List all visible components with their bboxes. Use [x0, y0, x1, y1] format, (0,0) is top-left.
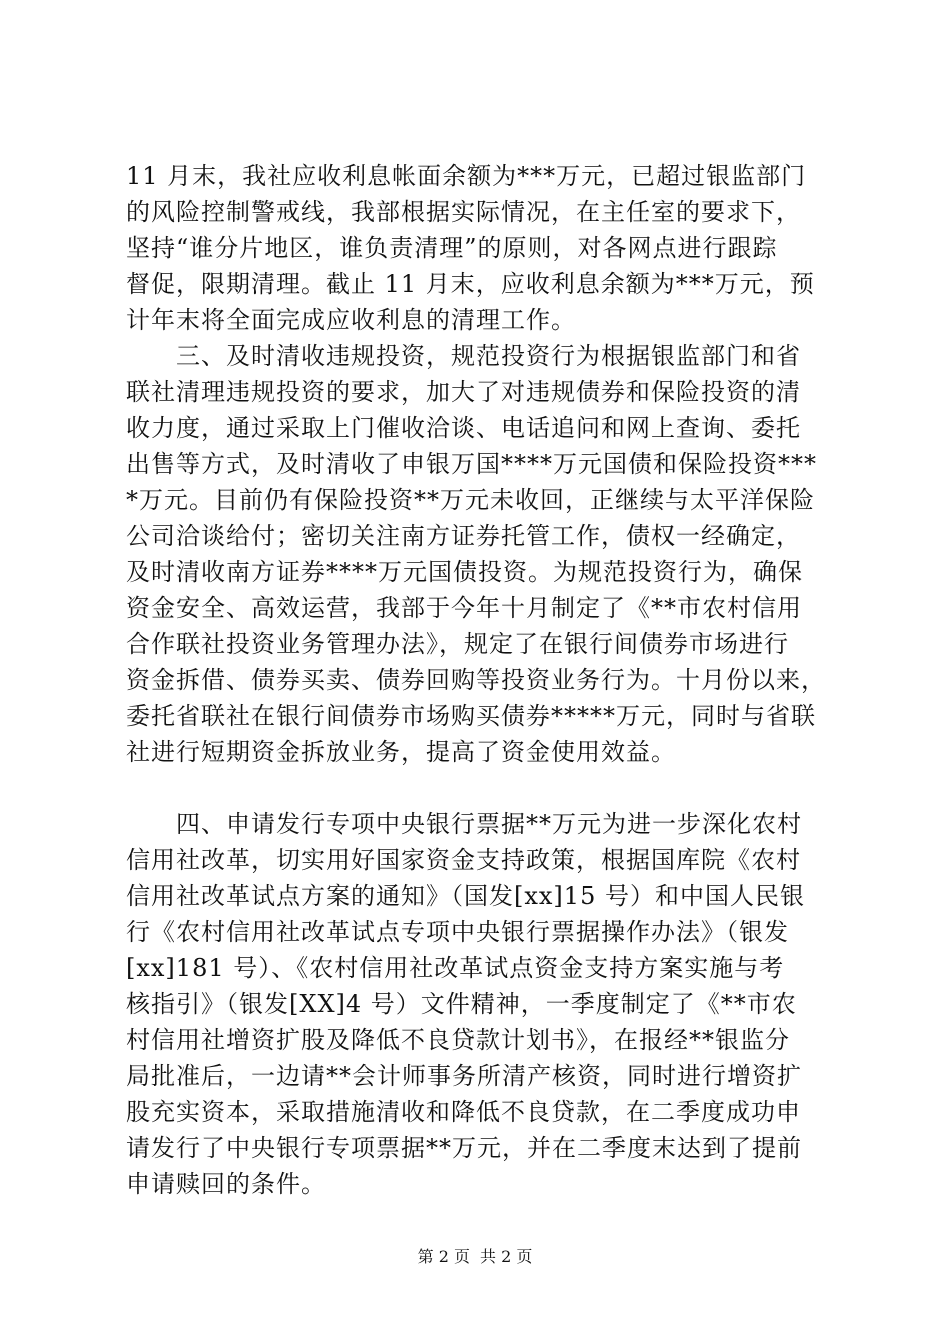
text-line: 收力度，通过采取上门催收洽谈、电话追问和网上查询、委托: [126, 414, 801, 442]
page-number-total: 共 2 页: [480, 1247, 533, 1266]
text-line: 联社清理违规投资的要求，加大了对违规债券和保险投资的清: [126, 378, 801, 406]
text-line: [126, 770, 826, 806]
text-line: 行《农村信用社改革试点专项中央银行票据操作办法》（银发: [126, 918, 789, 946]
text-line: 核指引》（银发[XX]4 号）文件精神，一季度制定了《**市农: [126, 990, 797, 1018]
page-footer: [0, 1245, 950, 1269]
body-text: [126, 158, 826, 1202]
text-line: 社进行短期资金拆放业务，提高了资金使用效益。: [126, 738, 676, 766]
text-line: 三、及时清收违规投资，规范投资行为根据银监部门和省: [126, 342, 801, 370]
text-line: 信用社改革试点方案的通知》（国发[xx]15 号）和中国人民银: [126, 882, 805, 910]
text-line: 申请赎回的条件。: [126, 1170, 326, 1198]
text-line: 及时清收南方证券****万元国债投资。为规范投资行为，确保: [126, 558, 803, 586]
text-line: 公司洽谈给付；密切关注南方证券托管工作，债权一经确定，: [126, 522, 801, 550]
text-line: 的风险控制警戒线，我部根据实际情况，在主任室的要求下，: [126, 198, 801, 226]
text-line: *万元。目前仍有保险投资**万元未收回，正继续与太平洋保险: [126, 486, 815, 514]
page-number-current: 第 2 页: [417, 1247, 470, 1266]
text-line: 坚持“谁分片地区，谁负责清理”的原则，对各网点进行跟踪: [126, 234, 778, 262]
paragraph-section-three: [126, 338, 826, 806]
text-line: 督促，限期清理。截止 11 月末，应收利息余额为***万元，预: [126, 270, 815, 298]
paragraph-section-four: [126, 806, 826, 1202]
text-line: 11 月末，我社应收利息帐面余额为***万元，已超过银监部门: [126, 162, 807, 190]
text-line: 资金拆借、债券买卖、债券回购等投资业务行为。十月份以来，: [126, 666, 826, 694]
text-line: 局批准后，一边请**会计师事务所清产核资，同时进行增资扩: [126, 1062, 802, 1090]
text-line: 计年末将全面完成应收利息的清理工作。: [126, 306, 576, 334]
text-line: 村信用社增资扩股及降低不良贷款计划书》，在报经**银监分: [126, 1026, 790, 1054]
text-line: [xx]181 号）、《农村信用社改革试点资金支持方案实施与考: [126, 954, 785, 982]
paragraph-interest-clearing: [126, 158, 826, 338]
text-line: 出售等方式，及时清收了申银万国****万元国债和保险投资***: [126, 450, 817, 478]
text-line: 股充实资本，采取措施清收和降低不良贷款，在二季度成功申: [126, 1098, 801, 1126]
text-line: 委托省联社在银行间债券市场购买债券*****万元，同时与省联: [126, 702, 816, 730]
text-line: 信用社改革，切实用好国家资金支持政策，根据国库院《农村: [126, 846, 801, 874]
text-line: 资金安全、高效运营，我部于今年十月制定了《**市农村信用: [126, 594, 802, 622]
text-line: 四、申请发行专项中央银行票据**万元为进一步深化农村: [126, 810, 802, 838]
text-line: 请发行了中央银行专项票据**万元，并在二季度末达到了提前: [126, 1134, 802, 1162]
text-line: 合作联社投资业务管理办法》，规定了在银行间债券市场进行: [126, 630, 789, 658]
